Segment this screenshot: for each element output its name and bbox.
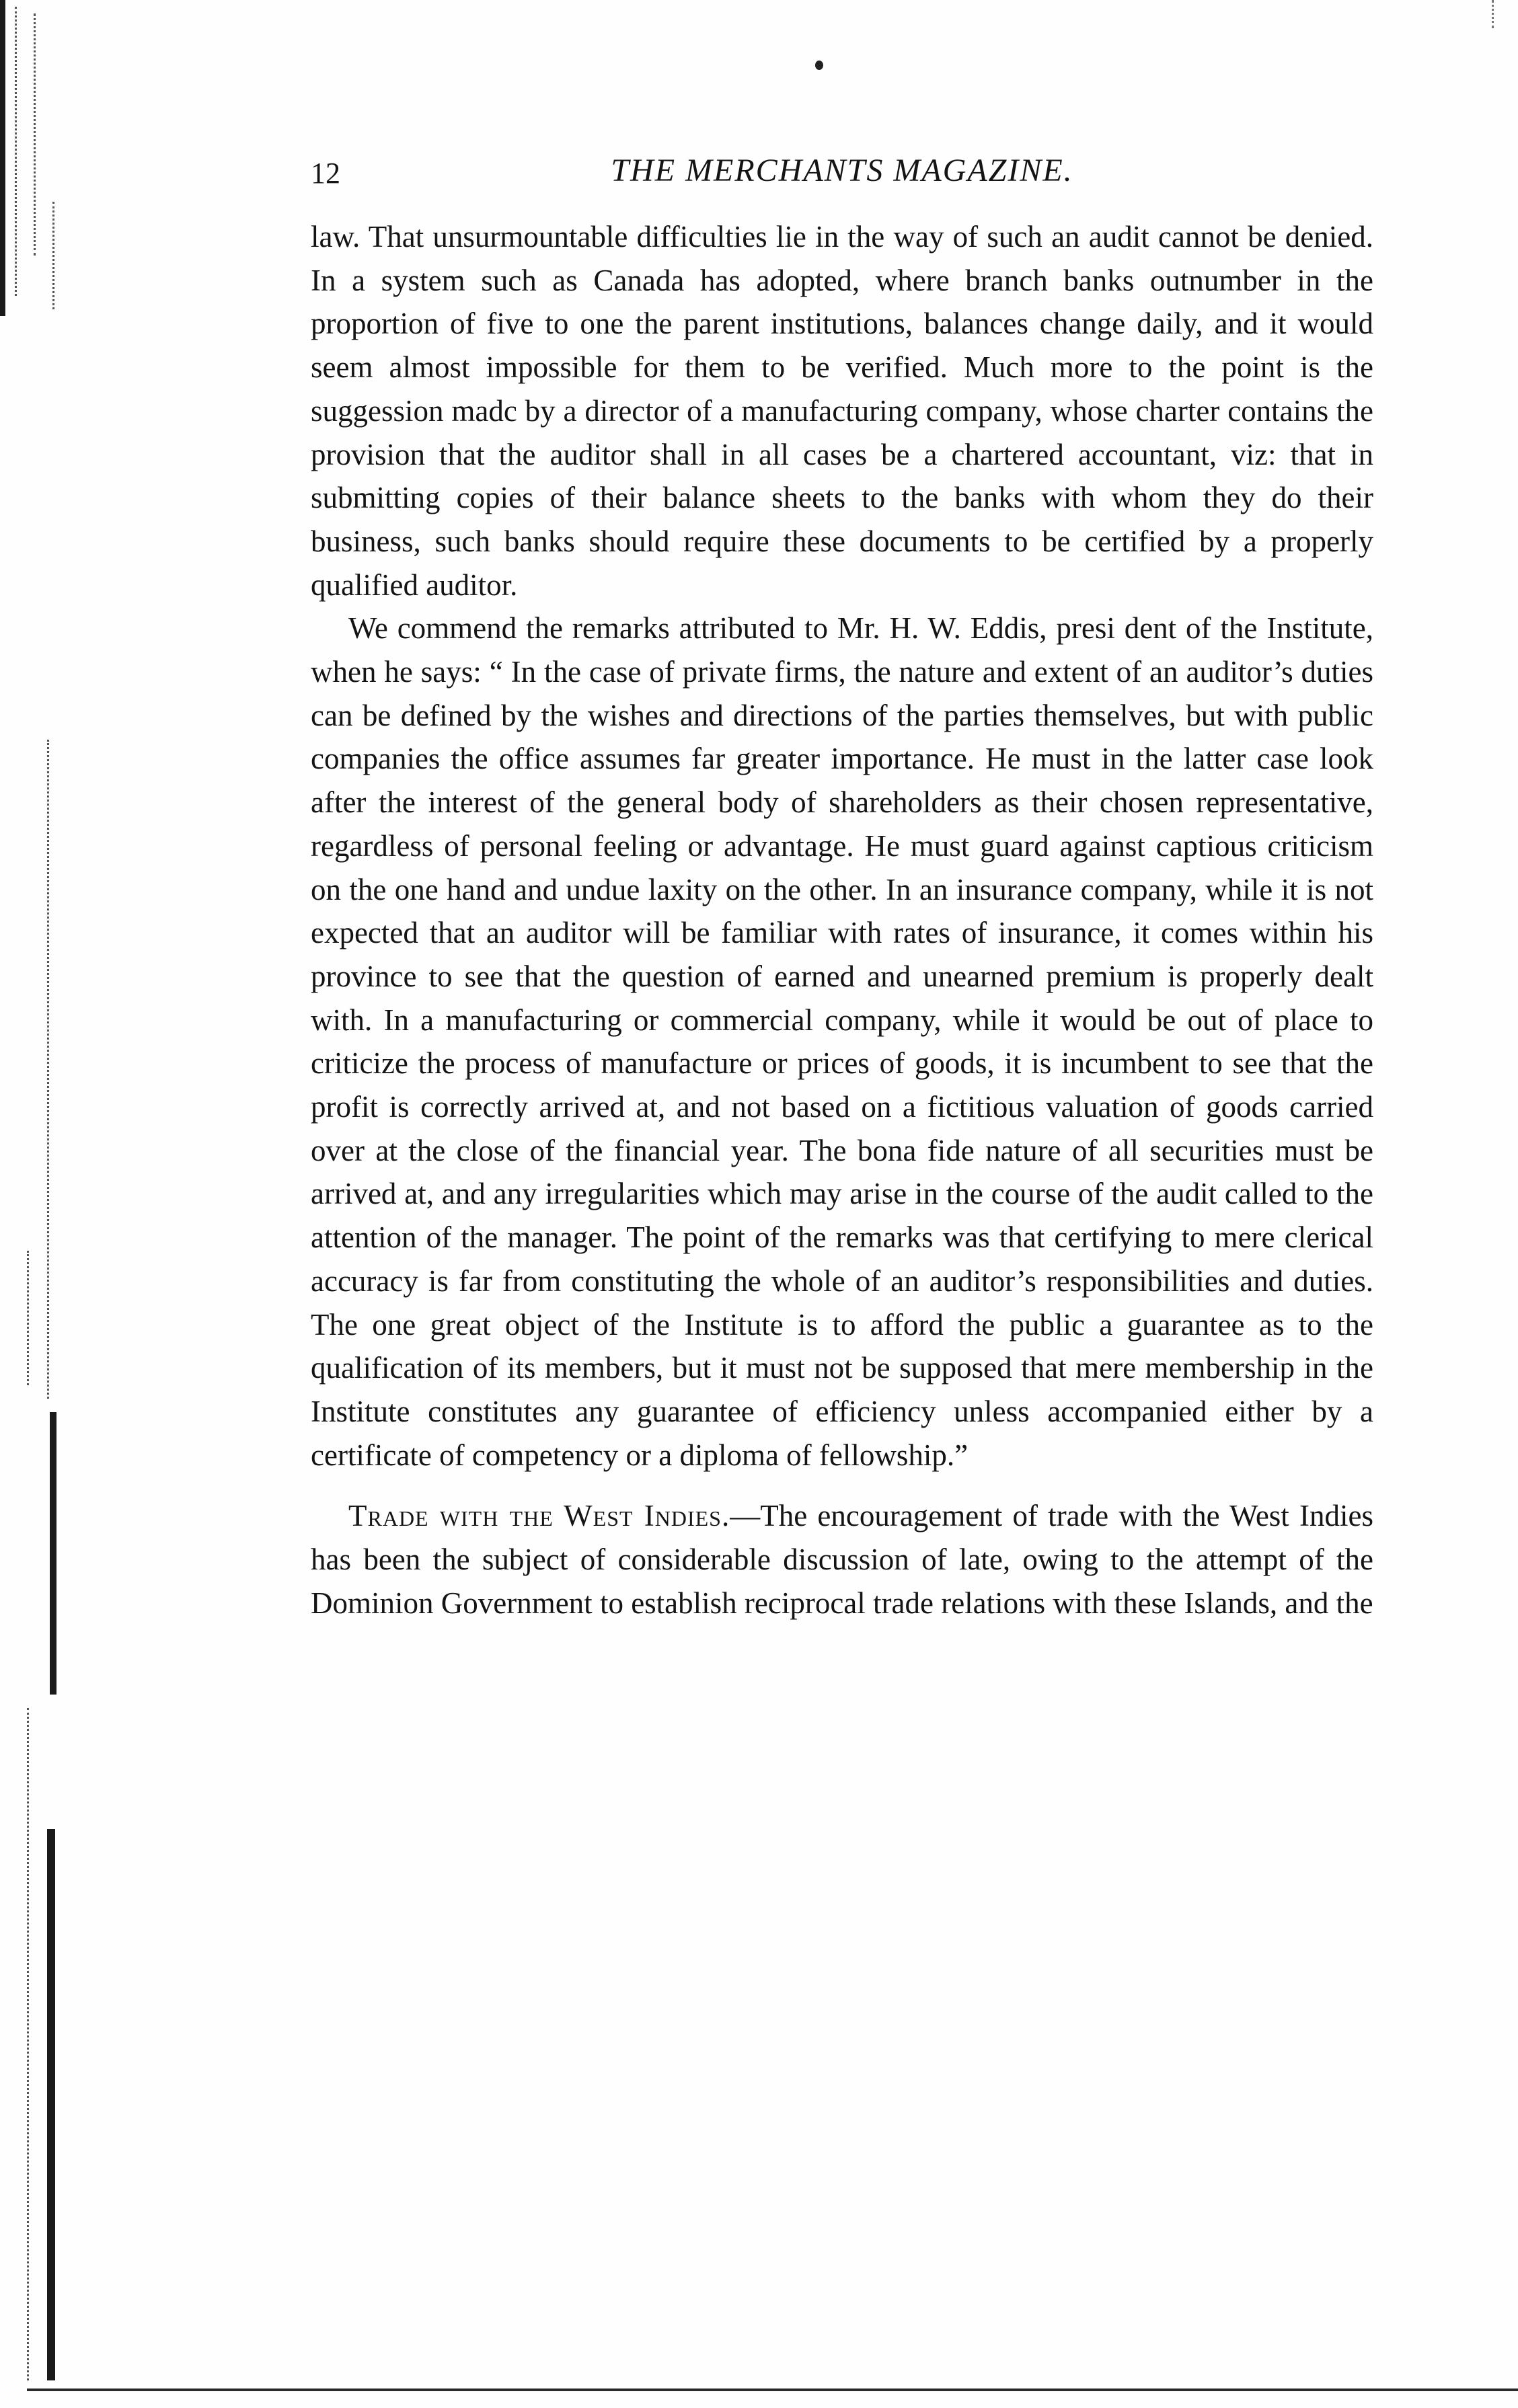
- section-heading: Trade with the West Indies.: [348, 1499, 730, 1533]
- page-number: 12: [311, 157, 340, 190]
- page-header: [311, 149, 1373, 203]
- article-body: [311, 215, 1373, 1625]
- paragraph-text: —The encouragement of trade with the West Indies has been the subject of considerable discussion of late, owing to the attempt of the Dominion Government to establish reciprocal trade relations with these Islands, and the: [311, 1499, 1374, 1620]
- bottom-rule: [27, 2388, 1518, 2391]
- paragraph: [311, 1494, 1373, 1625]
- binding-edge-mark: [15, 7, 17, 296]
- ink-speck: [815, 61, 823, 70]
- binding-edge-mark: [50, 1412, 56, 1695]
- binding-edge-mark: [0, 0, 5, 316]
- binding-edge-mark: [34, 13, 36, 256]
- binding-edge-mark: [47, 740, 49, 1399]
- running-title: THE MERCHANTS MAGAZINE.: [611, 153, 1073, 188]
- binding-edge-mark: [27, 1251, 29, 1385]
- binding-edge-mark: [47, 1829, 55, 2380]
- paragraph: We commend the remarks attributed to Mr. H. W. Eddis, presi dent of the Institute, when he says: “ In the case of private firms, the nature and extent of an auditor’s duties can be defined by the wishes and directions of the parties themselves, but with public companies the office assumes far greater importance. He must in the latter case look after the interest of the general body of shareholders as their chosen representative, regardless of personal feeling or advantage. He must guard against captious criticism on the one hand and undue laxity on the other. In an insurance company, while it is not expected that an auditor will be familiar with rates of insurance, it comes within his province to see that the question of earned and unearned premium is properly dealt with. In a manufacturing or commercial company, while it would be out of place to criticize the process of manufacture or prices of goods, it is incumbent to see that the profit is correctly arrived at, and not based on a fictitious valuation of goods carried over at the close of the financial year. The bona fide nature of all securities must be arrived at, and any irregularities which may arise in the course of the audit called to the attention of the manager. The point of the remarks was that certifying to mere clerical accuracy is far from constituting the whole of an auditor’s responsibilities and duties. The one great object of the Institute is to afford the public a guarantee as to the qualification of its members, but it must not be supposed that mere membership in the Institute constitutes any guarantee of efficiency unless accompanied either by a certificate of competency or a diploma of fellowship.”: [311, 611, 1373, 1472]
- binding-edge-mark: [52, 202, 54, 309]
- binding-edge-mark: [27, 1708, 29, 2380]
- ink-speck: [1492, 0, 1494, 28]
- paragraph: law. That unsurmountable difficulties lie in the way of such an audit cannot be denied. In a system such as Canada has adopted, where branch banks outnumber in the proportion of five to one the parent institutions, balances change daily, and it would seem almost impossible for them to be verified. Much more to the point is the suggession madc by a director of a manufacturing company, whose charter contains the provision that the auditor shall in all cases be a chartered accountant, viz: that in submitting copies of their balance sheets to the banks with whom they do their business, such banks should require these documents to be certified by a properly qualified auditor.: [311, 220, 1373, 602]
